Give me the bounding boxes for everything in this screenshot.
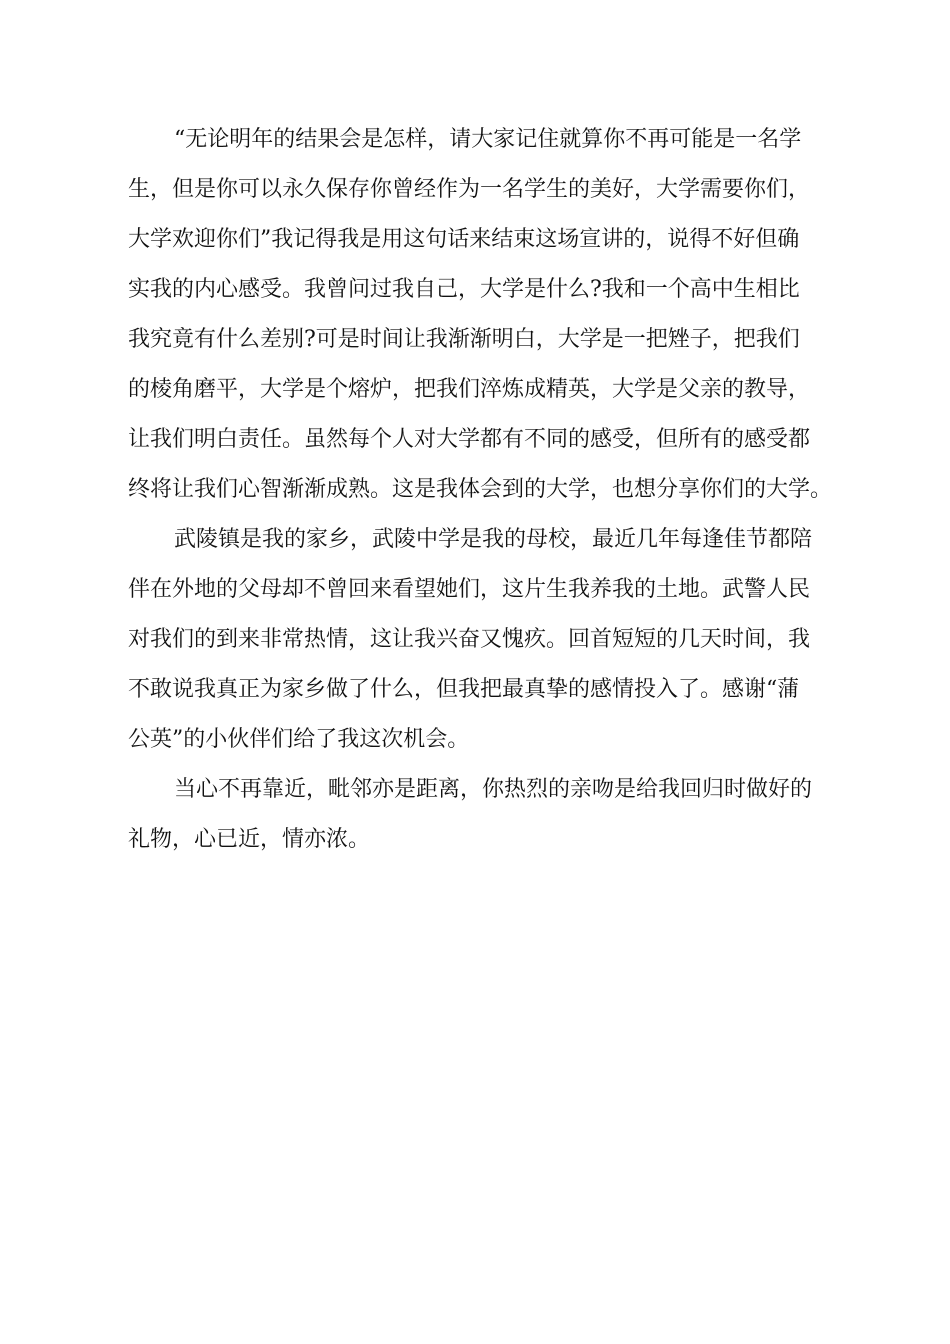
paragraph-2-line-4: 不敢说我真正为家乡做了什么，但我把最真挚的感情投入了。感谢“蒲 [128,677,800,702]
paragraph-1-line-8: 终将让我们心智渐渐成熟。这是我体会到的大学，也想分享你们的大学。 [128,477,833,502]
paragraph-1-line-1: “无论明年的结果会是怎样，请大家记住就算你不再可能是一名学 [174,127,802,152]
paragraph-2-line-5: 公英”的小伙伴们给了我这次机会。 [128,727,470,752]
paragraph-1-line-7: 让我们明白责任。虽然每个人对大学都有不同的感受，但所有的感受都 [128,427,811,452]
paragraph-2-line-1: 武陵镇是我的家乡，武陵中学是我的母校，最近几年每逢佳节都陪 [174,527,813,552]
paragraph-3-line-2: 礼物，心已近，情亦浓。 [128,827,371,852]
paragraph-3-line-1: 当心不再靠近，毗邻亦是距离，你热烈的亲吻是给我回归时做好的 [174,777,813,802]
paragraph-1-line-4: 实我的内心感受。我曾问过我自己，大学是什么?我和一个高中生相比 [128,277,800,302]
paragraph-2-line-3: 对我们的到来非常热情，这让我兴奋又愧疚。回首短短的几天时间，我 [128,627,811,652]
paragraph-2-line-2: 伴在外地的父母却不曾回来看望她们，这片生我养我的土地。武警人民 [128,577,811,602]
paragraph-1-line-5: 我究竟有什么差别?可是时间让我渐渐明白，大学是一把矬子，把我们 [128,327,800,352]
paragraph-1-line-3: 大学欢迎你们”我记得我是用这句话来结束这场宣讲的，说得不好但确 [128,227,800,252]
paragraph-1-line-6: 的棱角磨平，大学是个熔炉，把我们淬炼成精英，大学是父亲的教导， [128,377,811,402]
paragraph-1-line-2: 生，但是你可以永久保存你曾经作为一名学生的美好，大学需要你们， [128,177,811,202]
